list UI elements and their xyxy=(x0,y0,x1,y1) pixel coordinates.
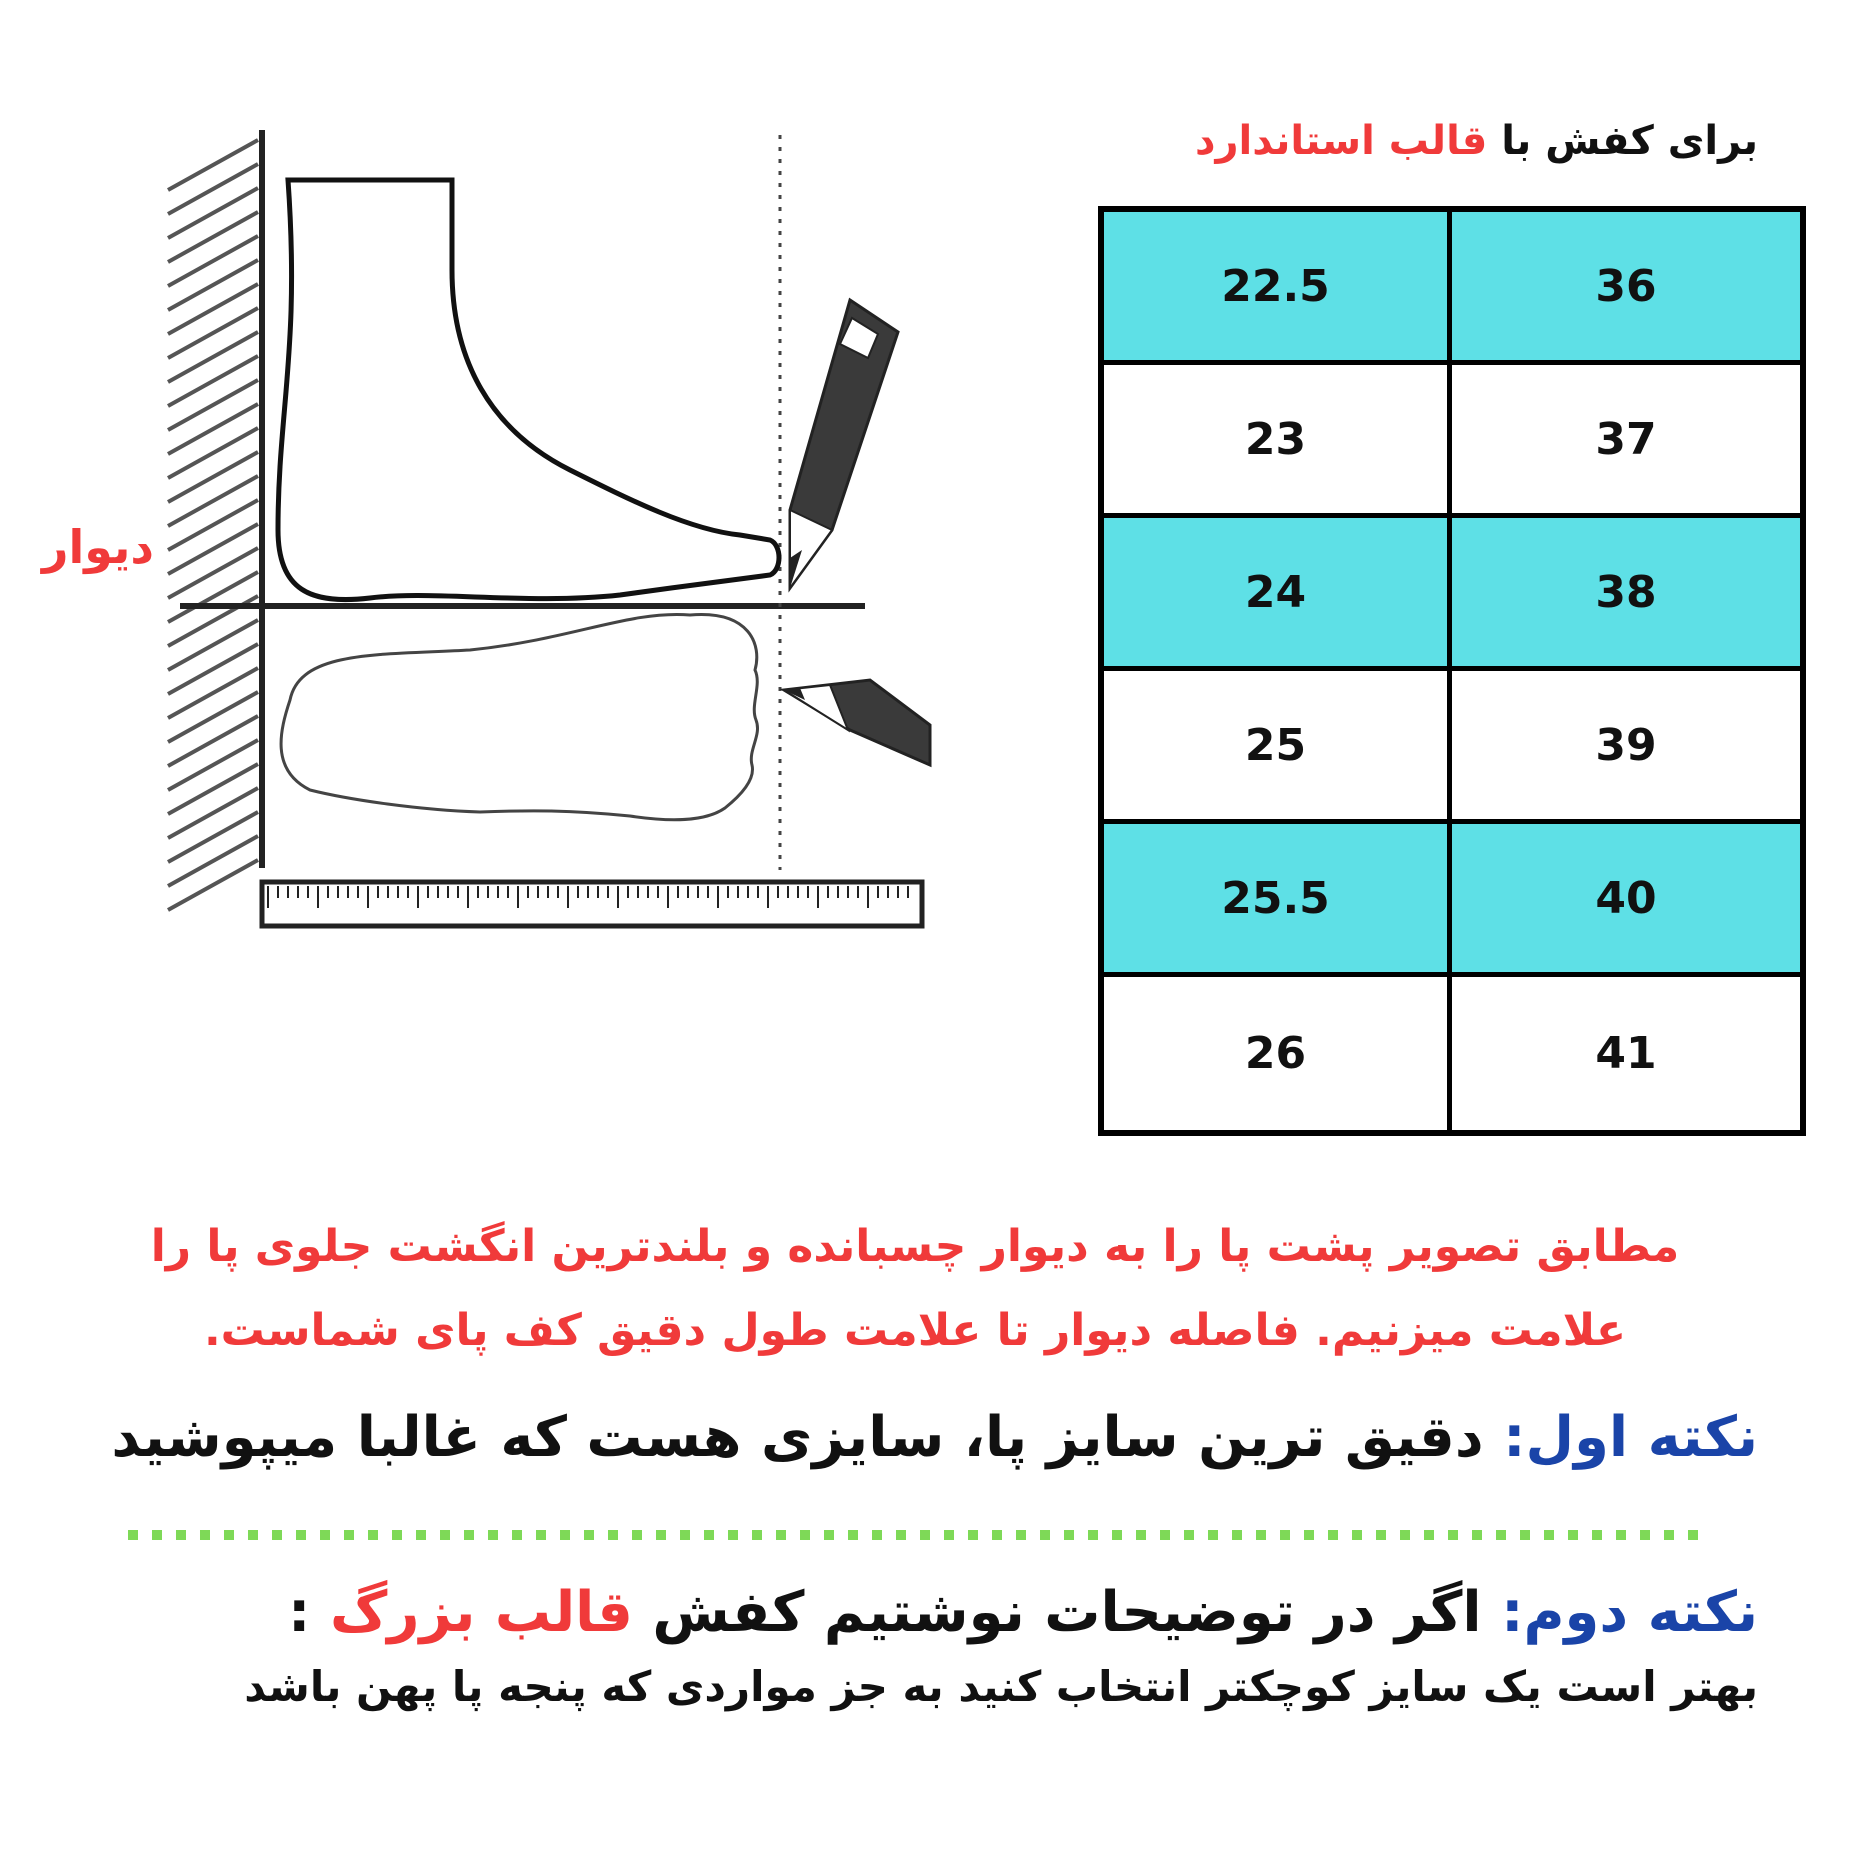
measurement-instruction xyxy=(70,1205,1760,1373)
shoe-size-cell: 39 xyxy=(1595,719,1657,771)
note-second-suffix: : xyxy=(288,1580,330,1645)
hatch-line xyxy=(168,788,258,838)
hatch-line xyxy=(168,332,258,382)
note-first-label: نکته اول: xyxy=(1503,1405,1758,1470)
foot-side-icon xyxy=(278,180,779,600)
shoe-size-cell: 36 xyxy=(1595,260,1657,312)
dotted-divider xyxy=(128,1530,1703,1540)
shoe-size-cell: 41 xyxy=(1595,1028,1657,1079)
foot-length-cell: 25.5 xyxy=(1104,824,1452,972)
hatch-line xyxy=(168,380,258,430)
note-second-text: اگر در توضیحات نوشتیم کفش xyxy=(632,1580,1502,1645)
hatch-line xyxy=(168,692,258,742)
hatch-line xyxy=(168,812,258,862)
hatch-line xyxy=(168,764,258,814)
hatch-line xyxy=(168,236,258,286)
hatch-line xyxy=(168,212,258,262)
hatch-line xyxy=(168,452,258,502)
hatch-line xyxy=(168,404,258,454)
hatch-line xyxy=(168,356,258,406)
table-title-prefix: برای کفش با xyxy=(1501,118,1758,164)
note-second xyxy=(288,1580,1758,1645)
pencil-icon xyxy=(790,300,898,588)
hatch-line xyxy=(168,428,258,478)
note-first-text: دقیق ترین سایز پا، سایزی هست که غالبا میپوشید xyxy=(111,1405,1504,1470)
foot-length-cell: 26 xyxy=(1104,977,1452,1130)
table-row xyxy=(1104,671,1800,824)
instruction-line-1: مطابق تصویر پشت پا را به دیوار چسبانده و بلندترین انگشت جلوی پا را xyxy=(150,1221,1680,1272)
foot-length-cell: 22.5 xyxy=(1104,212,1452,360)
hatch-line xyxy=(168,500,258,550)
note-second-highlight: قالب بزرگ xyxy=(329,1580,633,1645)
hatch-line xyxy=(168,476,258,526)
hatch-line xyxy=(168,668,258,718)
foot-sole-icon xyxy=(281,614,757,819)
instruction-line-2: علامت میزنیم. فاصله دیوار تا علامت طول دقیق کف پای شماست. xyxy=(203,1305,1627,1356)
pencil-icon-2 xyxy=(784,680,930,765)
table-title xyxy=(1195,118,1758,164)
wall-label: دیوار xyxy=(42,520,154,574)
size-table xyxy=(1098,206,1806,1136)
note-first xyxy=(111,1405,1758,1470)
foot-measurement-illustration xyxy=(150,110,950,990)
hatch-line xyxy=(168,836,258,886)
ruler-icon xyxy=(262,882,922,926)
table-title-highlight: قالب استاندارد xyxy=(1195,118,1488,164)
hatch-line xyxy=(168,140,258,190)
hatch-line xyxy=(168,164,258,214)
hatch-line xyxy=(168,260,258,310)
table-row xyxy=(1104,365,1800,518)
shoe-size-cell: 40 xyxy=(1595,872,1657,924)
foot-length-cell: 25 xyxy=(1104,671,1452,819)
hatch-line xyxy=(168,188,258,238)
shoe-size-cell: 38 xyxy=(1595,566,1657,618)
table-row xyxy=(1104,212,1800,365)
foot-length-cell: 23 xyxy=(1104,365,1452,513)
hatch-line xyxy=(168,716,258,766)
wall-hatch-icon xyxy=(168,130,262,910)
hatch-line xyxy=(168,860,258,910)
hatch-line xyxy=(168,572,258,622)
hatch-line xyxy=(168,548,258,598)
table-row xyxy=(1104,518,1800,671)
hatch-line xyxy=(168,284,258,334)
note-second-body: بهتر است یک سایز کوچکتر انتخاب کنید به جز مواردی که پنجه پا پهن باشد xyxy=(244,1662,1758,1711)
table-row xyxy=(1104,824,1800,977)
hatch-line xyxy=(168,740,258,790)
shoe-size-cell: 37 xyxy=(1595,413,1657,465)
foot-length-cell: 24 xyxy=(1104,518,1452,666)
table-row xyxy=(1104,977,1800,1130)
hatch-line xyxy=(168,308,258,358)
note-second-label: نکته دوم: xyxy=(1501,1580,1758,1645)
hatch-line xyxy=(168,524,258,574)
hatch-line xyxy=(168,620,258,670)
hatch-line xyxy=(168,644,258,694)
